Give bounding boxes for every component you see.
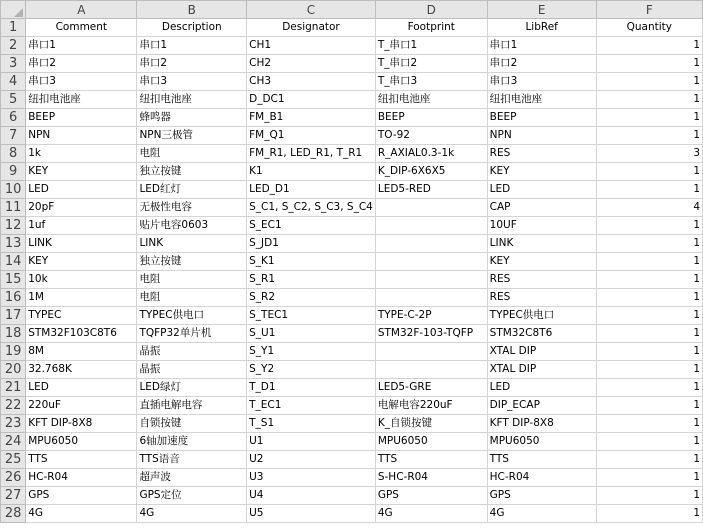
cell-libref[interactable]: BEEP xyxy=(487,109,596,127)
cell-designator[interactable]: K1 xyxy=(247,163,376,181)
table-row xyxy=(1,487,703,505)
row-header[interactable]: 11 xyxy=(1,199,26,217)
row-header[interactable]: 8 xyxy=(1,145,26,163)
cell-designator[interactable]: S_TEC1 xyxy=(247,307,376,325)
row-header[interactable]: 1 xyxy=(1,19,26,37)
column-header-d[interactable]: D xyxy=(375,1,487,19)
cell-designator[interactable]: U5 xyxy=(247,505,376,523)
row-header[interactable]: 20 xyxy=(1,361,26,379)
cell-description[interactable]: 4G xyxy=(137,505,247,523)
cell-libref[interactable]: STM32C8T6 xyxy=(487,325,596,343)
header-cell-quantity[interactable]: Quantity xyxy=(596,19,702,37)
cell-footprint[interactable]: K_自锁按键 xyxy=(375,415,487,433)
cell-footprint[interactable]: TO-92 xyxy=(375,127,487,145)
cell-quantity[interactable]: 1 xyxy=(596,361,702,379)
cell-designator[interactable]: S_EC1 xyxy=(247,217,376,235)
cell-description[interactable]: LED绿灯 xyxy=(137,379,247,397)
cell-description[interactable]: 蜂鸣器 xyxy=(137,109,247,127)
cell-description[interactable]: GPS定位 xyxy=(137,487,247,505)
cell-footprint[interactable]: TTS xyxy=(375,451,487,469)
column-header-c[interactable]: C xyxy=(247,1,376,19)
cell-footprint[interactable]: GPS xyxy=(375,487,487,505)
table-row xyxy=(1,127,703,145)
table-row xyxy=(1,469,703,487)
cell-description[interactable]: 串口2 xyxy=(137,55,247,73)
cell-designator[interactable]: LED_D1 xyxy=(247,181,376,199)
cell-description[interactable]: 晶振 xyxy=(137,361,247,379)
row-header[interactable]: 27 xyxy=(1,487,26,505)
row-header[interactable]: 16 xyxy=(1,289,26,307)
cell-designator[interactable]: U4 xyxy=(247,487,376,505)
cell-designator[interactable]: S_R2 xyxy=(247,289,376,307)
cell-comment[interactable]: 10k xyxy=(26,271,137,289)
cell-description[interactable]: LINK xyxy=(137,235,247,253)
table-row xyxy=(1,55,703,73)
cell-quantity[interactable]: 1 xyxy=(596,325,702,343)
cell-description[interactable]: 电阻 xyxy=(137,145,247,163)
row-header[interactable]: 19 xyxy=(1,343,26,361)
cell-comment[interactable]: 8M xyxy=(26,343,137,361)
header-cell-comment[interactable]: Comment xyxy=(26,19,137,37)
header-cell-designator[interactable]: Designator xyxy=(247,19,376,37)
cell-description[interactable]: 贴片电容0603 xyxy=(137,217,247,235)
cell-comment[interactable]: 220uF xyxy=(26,397,137,415)
cell-libref[interactable]: HC-R04 xyxy=(487,469,596,487)
row-header[interactable]: 24 xyxy=(1,433,26,451)
cell-footprint[interactable]: T_串口1 xyxy=(375,37,487,55)
table-row xyxy=(1,271,703,289)
cell-quantity[interactable]: 1 xyxy=(596,73,702,91)
cell-designator[interactable]: S_C1, S_C2, S_C3, S_C4 xyxy=(247,199,376,217)
row-header[interactable]: 26 xyxy=(1,469,26,487)
cell-comment[interactable]: 串口1 xyxy=(26,37,137,55)
cell-designator[interactable]: CH3 xyxy=(247,73,376,91)
table-row xyxy=(1,163,703,181)
cell-quantity[interactable]: 1 xyxy=(596,163,702,181)
cell-designator[interactable]: S_Y1 xyxy=(247,343,376,361)
cell-libref[interactable]: 串口3 xyxy=(487,73,596,91)
cell-quantity[interactable]: 1 xyxy=(596,487,702,505)
cell-libref[interactable]: 串口1 xyxy=(487,37,596,55)
cell-footprint[interactable]: S-HC-R04 xyxy=(375,469,487,487)
cell-footprint[interactable] xyxy=(375,361,487,379)
cell-comment[interactable]: 32.768K xyxy=(26,361,137,379)
cell-quantity[interactable]: 1 xyxy=(596,109,702,127)
cell-footprint[interactable]: BEEP xyxy=(375,109,487,127)
cell-libref[interactable]: RES xyxy=(487,271,596,289)
cell-footprint[interactable] xyxy=(375,235,487,253)
cell-description[interactable]: 电阻 xyxy=(137,289,247,307)
cell-libref[interactable]: XTAL DIP xyxy=(487,343,596,361)
cell-comment[interactable]: MPU6050 xyxy=(26,433,137,451)
cell-quantity[interactable]: 1 xyxy=(596,307,702,325)
row-header[interactable]: 12 xyxy=(1,217,26,235)
cell-designator[interactable]: S_Y2 xyxy=(247,361,376,379)
cell-designator[interactable]: U2 xyxy=(247,451,376,469)
cell-comment[interactable]: 串口3 xyxy=(26,73,137,91)
cell-comment[interactable]: KEY xyxy=(26,163,137,181)
table-row xyxy=(1,505,703,523)
column-header-a[interactable]: A xyxy=(26,1,137,19)
cell-libref[interactable]: 4G xyxy=(487,505,596,523)
cell-libref[interactable]: DIP_ECAP xyxy=(487,397,596,415)
cell-libref[interactable]: TYPEC供电口 xyxy=(487,307,596,325)
cell-comment[interactable]: 纽扣电池座 xyxy=(26,91,137,109)
table-row xyxy=(1,37,703,55)
cell-description[interactable]: LED红灯 xyxy=(137,181,247,199)
cell-comment[interactable]: 1uf xyxy=(26,217,137,235)
cell-quantity[interactable]: 4 xyxy=(596,199,702,217)
cell-footprint[interactable]: LED5-RED xyxy=(375,181,487,199)
table-row xyxy=(1,235,703,253)
cell-designator[interactable]: CH1 xyxy=(247,37,376,55)
table-row xyxy=(1,307,703,325)
cell-quantity[interactable]: 1 xyxy=(596,343,702,361)
cell-description[interactable]: TQFP32单片机 xyxy=(137,325,247,343)
cell-quantity[interactable]: 1 xyxy=(596,433,702,451)
table-row xyxy=(1,181,703,199)
header-cell-description[interactable]: Description xyxy=(137,19,247,37)
table-row xyxy=(1,451,703,469)
cell-quantity[interactable]: 1 xyxy=(596,271,702,289)
cell-description[interactable]: 独立按键 xyxy=(137,163,247,181)
table-row xyxy=(1,325,703,343)
cell-description[interactable]: 自锁按键 xyxy=(137,415,247,433)
cell-libref[interactable]: 串口2 xyxy=(487,55,596,73)
column-header-f[interactable]: F xyxy=(596,1,702,19)
cell-comment[interactable]: KFT DIP-8X8 xyxy=(26,415,137,433)
cell-comment[interactable]: TYPEC xyxy=(26,307,137,325)
cell-designator[interactable]: S_JD1 xyxy=(247,235,376,253)
row-header[interactable]: 14 xyxy=(1,253,26,271)
cell-footprint[interactable]: STM32F-103-TQFP xyxy=(375,325,487,343)
row-header[interactable]: 5 xyxy=(1,91,26,109)
row-header[interactable]: 23 xyxy=(1,415,26,433)
cell-libref[interactable]: TTS xyxy=(487,451,596,469)
cell-comment[interactable]: 20pF xyxy=(26,199,137,217)
cell-footprint[interactable] xyxy=(375,199,487,217)
cell-libref[interactable]: LED xyxy=(487,181,596,199)
cell-comment[interactable]: TTS xyxy=(26,451,137,469)
row-header[interactable]: 22 xyxy=(1,397,26,415)
cell-designator[interactable]: T_S1 xyxy=(247,415,376,433)
cell-description[interactable]: 超声波 xyxy=(137,469,247,487)
cell-comment[interactable]: 串口2 xyxy=(26,55,137,73)
cell-quantity[interactable]: 1 xyxy=(596,253,702,271)
table-header-row xyxy=(1,19,703,37)
table-row xyxy=(1,73,703,91)
row-header[interactable]: 7 xyxy=(1,127,26,145)
cell-footprint[interactable] xyxy=(375,217,487,235)
cell-designator[interactable]: U3 xyxy=(247,469,376,487)
select-all-icon xyxy=(14,8,23,17)
header-cell-libref[interactable]: LibRef xyxy=(487,19,596,37)
cell-description[interactable]: 6轴加速度 xyxy=(137,433,247,451)
table-row xyxy=(1,415,703,433)
cell-libref[interactable]: 10UF xyxy=(487,217,596,235)
table-row xyxy=(1,343,703,361)
cell-designator[interactable]: D_DC1 xyxy=(247,91,376,109)
table-row xyxy=(1,361,703,379)
cell-quantity[interactable]: 1 xyxy=(596,55,702,73)
row-header[interactable]: 18 xyxy=(1,325,26,343)
cell-libref[interactable]: MPU6050 xyxy=(487,433,596,451)
row-header[interactable]: 15 xyxy=(1,271,26,289)
cell-libref[interactable]: LINK xyxy=(487,235,596,253)
cell-comment[interactable]: BEEP xyxy=(26,109,137,127)
cell-footprint[interactable] xyxy=(375,343,487,361)
cell-comment[interactable]: STM32F103C8T6 xyxy=(26,325,137,343)
cell-quantity[interactable]: 1 xyxy=(596,379,702,397)
cell-description[interactable]: 纽扣电池座 xyxy=(137,91,247,109)
cell-quantity[interactable]: 1 xyxy=(596,505,702,523)
cell-description[interactable]: 晶振 xyxy=(137,343,247,361)
cell-footprint[interactable]: T_串口3 xyxy=(375,73,487,91)
cell-quantity[interactable]: 1 xyxy=(596,127,702,145)
cell-quantity[interactable]: 3 xyxy=(596,145,702,163)
cell-footprint[interactable]: 纽扣电池座 xyxy=(375,91,487,109)
cell-description[interactable]: TYPEC供电口 xyxy=(137,307,247,325)
cell-footprint[interactable]: 电解电容220uF xyxy=(375,397,487,415)
cell-quantity[interactable]: 1 xyxy=(596,415,702,433)
cell-designator[interactable]: T_D1 xyxy=(247,379,376,397)
cell-libref[interactable]: KEY xyxy=(487,253,596,271)
table-row xyxy=(1,217,703,235)
row-header[interactable]: 17 xyxy=(1,307,26,325)
cell-description[interactable]: 无极性电容 xyxy=(137,199,247,217)
cell-description[interactable]: TTS语音 xyxy=(137,451,247,469)
table-row xyxy=(1,433,703,451)
row-header[interactable]: 13 xyxy=(1,235,26,253)
row-header[interactable]: 3 xyxy=(1,55,26,73)
cell-footprint[interactable] xyxy=(375,271,487,289)
cell-description[interactable]: NPN三极管 xyxy=(137,127,247,145)
row-header[interactable]: 2 xyxy=(1,37,26,55)
cell-comment[interactable]: 1k xyxy=(26,145,137,163)
column-header-b[interactable]: B xyxy=(137,1,247,19)
cell-comment[interactable]: LED xyxy=(26,181,137,199)
cell-description[interactable]: 独立按键 xyxy=(137,253,247,271)
cell-designator[interactable]: S_K1 xyxy=(247,253,376,271)
row-header[interactable]: 10 xyxy=(1,181,26,199)
cell-quantity[interactable]: 1 xyxy=(596,235,702,253)
cell-quantity[interactable]: 1 xyxy=(596,397,702,415)
cell-designator[interactable]: FM_R1, LED_R1, T_R1 xyxy=(247,145,376,163)
cell-designator[interactable]: T_EC1 xyxy=(247,397,376,415)
table-row xyxy=(1,289,703,307)
row-header[interactable]: 6 xyxy=(1,109,26,127)
row-header[interactable]: 21 xyxy=(1,379,26,397)
row-header[interactable]: 9 xyxy=(1,163,26,181)
cell-libref[interactable]: RES xyxy=(487,289,596,307)
cell-comment[interactable]: HC-R04 xyxy=(26,469,137,487)
cell-libref[interactable]: KEY xyxy=(487,163,596,181)
cell-libref[interactable]: XTAL DIP xyxy=(487,361,596,379)
cell-comment[interactable]: 4G xyxy=(26,505,137,523)
cell-quantity[interactable]: 1 xyxy=(596,289,702,307)
cell-description[interactable]: 串口3 xyxy=(137,73,247,91)
cell-libref[interactable]: LED xyxy=(487,379,596,397)
cell-comment[interactable]: GPS xyxy=(26,487,137,505)
table-row xyxy=(1,199,703,217)
cell-libref[interactable]: CAP xyxy=(487,199,596,217)
cell-quantity[interactable]: 1 xyxy=(596,181,702,199)
cell-designator[interactable]: FM_B1 xyxy=(247,109,376,127)
cell-designator[interactable]: CH2 xyxy=(247,55,376,73)
cell-footprint[interactable]: TYPE-C-2P xyxy=(375,307,487,325)
cell-designator[interactable]: S_R1 xyxy=(247,271,376,289)
cell-footprint[interactable]: LED5-GRE xyxy=(375,379,487,397)
cell-footprint[interactable]: 4G xyxy=(375,505,487,523)
row-header[interactable]: 28 xyxy=(1,505,26,523)
cell-footprint[interactable]: MPU6050 xyxy=(375,433,487,451)
cell-quantity[interactable]: 1 xyxy=(596,37,702,55)
cell-quantity[interactable]: 1 xyxy=(596,217,702,235)
cell-comment[interactable]: KEY xyxy=(26,253,137,271)
cell-footprint[interactable] xyxy=(375,253,487,271)
cell-footprint[interactable]: K_DIP-6X6X5 xyxy=(375,163,487,181)
row-header[interactable]: 25 xyxy=(1,451,26,469)
cell-libref[interactable]: NPN xyxy=(487,127,596,145)
cell-libref[interactable]: 纽扣电池座 xyxy=(487,91,596,109)
cell-comment[interactable]: LED xyxy=(26,379,137,397)
cell-footprint[interactable]: T_串口2 xyxy=(375,55,487,73)
cell-description[interactable]: 直插电解电容 xyxy=(137,397,247,415)
cell-comment[interactable]: LINK xyxy=(26,235,137,253)
table-row xyxy=(1,145,703,163)
cell-description[interactable]: 电阻 xyxy=(137,271,247,289)
table-row xyxy=(1,109,703,127)
header-cell-footprint[interactable]: Footprint xyxy=(375,19,487,37)
cell-footprint[interactable] xyxy=(375,289,487,307)
table-row xyxy=(1,253,703,271)
cell-quantity[interactable]: 1 xyxy=(596,451,702,469)
table-row xyxy=(1,379,703,397)
row-header[interactable]: 4 xyxy=(1,73,26,91)
cell-footprint[interactable]: R_AXIAL0.3-1k xyxy=(375,145,487,163)
column-header-e[interactable]: E xyxy=(487,1,596,19)
cell-designator[interactable]: FM_Q1 xyxy=(247,127,376,145)
cell-description[interactable]: 串口1 xyxy=(137,37,247,55)
cell-libref[interactable]: RES xyxy=(487,145,596,163)
cell-comment[interactable]: NPN xyxy=(26,127,137,145)
cell-libref[interactable]: GPS xyxy=(487,487,596,505)
table-row xyxy=(1,397,703,415)
cell-libref[interactable]: KFT DIP-8X8 xyxy=(487,415,596,433)
cell-quantity[interactable]: 1 xyxy=(596,91,702,109)
cell-quantity[interactable]: 1 xyxy=(596,469,702,487)
cell-designator[interactable]: S_U1 xyxy=(247,325,376,343)
cell-comment[interactable]: 1M xyxy=(26,289,137,307)
cell-designator[interactable]: U1 xyxy=(247,433,376,451)
table-row xyxy=(1,91,703,109)
column-header-row xyxy=(1,1,703,19)
select-all-corner[interactable] xyxy=(1,1,26,19)
